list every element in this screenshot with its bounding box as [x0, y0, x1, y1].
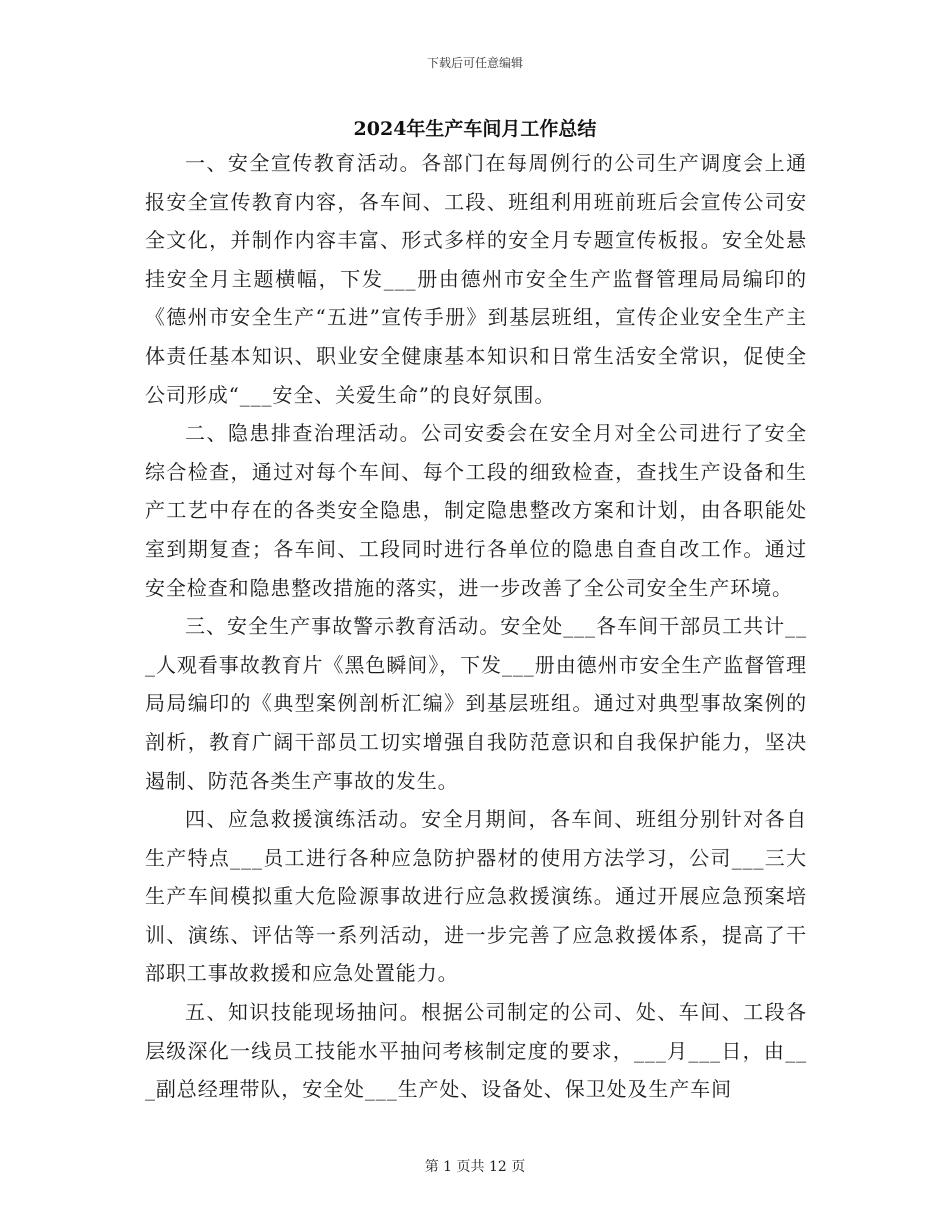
document-body	[145, 144, 807, 1109]
paragraph-emergency-drill: 四、应急救援演练活动。安全月期间，各车间、班组分别针对各自生产特点___员工进行各种应急防护器材的使用方法学习，公司___三大生产车间模拟重大危险源事故进行应急救援演练。通过开展应急预案培训、演练、评估等一系列活动，进一步完善了应急救援体系，提高了干部职工事故救援和应急处置能力。	[145, 807, 807, 986]
paragraph-skill-check: 五、知识技能现场抽问。根据公司制定的公司、处、车间、工段各层级深化一线员工技能水平抽问考核制定度的要求，___月___日，由___副总经理带队，安全处___生产处、设备处、保卫处及生产车间	[145, 1000, 807, 1102]
page-number: 第 1 页共 12 页	[424, 1159, 526, 1175]
paragraph-hazard-inspection: 二、隐患排查治理活动。公司安委会在安全月对全公司进行了安全综合检查，通过对每个车间、每个工段的细致检查，查找生产设备和生产工艺中存在的各类安全隐患，制定隐患整改方案和计划，由各职能处室到期复查；各车间、工段同时进行各单位的隐患自查自改工作。通过安全检查和隐患整改措施的落实，进一步改善了全公司安全生产环境。	[145, 421, 807, 600]
paragraph-accident-warning: 三、安全生产事故警示教育活动。安全处___各车间干部员工共计___人观看事故教育片《黑色瞬间》，下发___册由德州市安全生产监督管理局局编印的《典型案例剖析汇编》到基层班组。通过对典型事故案例的剖析，教育广阔干部员工切实增强自我防范意识和自我保护能力，坚决遏制、防范各类生产事故的发生。	[145, 614, 807, 793]
header-note: 下载后可任意编辑	[426, 56, 523, 70]
paragraph-safety-education: 一、安全宣传教育活动。各部门在每周例行的公司生产调度会上通报安全宣传教育内容，各车间、工段、班组利用班前班后会宣传公司安全文化，并制作内容丰富、形式多样的安全月专题宣传板报。安全处悬挂安全月主题横幅，下发___册由德州市安全生产监督管理局局编印的《德州市安全生产“五进”宣传手册》到基层班组，宣传企业安全生产主体责任基本知识、职业安全健康基本知识和日常生活安全常识，促使全公司形成“___安全、关爱生命”的良好氛围。	[145, 151, 807, 407]
document-title: 2024年生产车间月工作总结	[353, 118, 597, 140]
